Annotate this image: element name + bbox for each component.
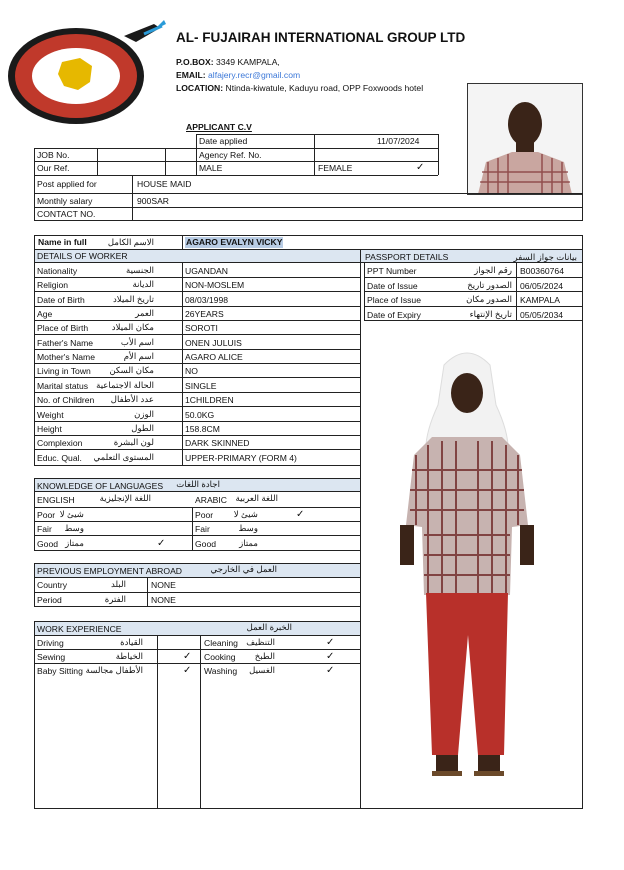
detail-label: Mother's Name bbox=[37, 352, 95, 363]
passport-label-ar: الصدور تاريخ bbox=[467, 279, 512, 290]
employment-label-ar: الفترة bbox=[104, 593, 126, 604]
detail-label: Marital status bbox=[37, 380, 89, 391]
detail-label: Height bbox=[37, 423, 62, 434]
detail-label: Weight bbox=[37, 409, 64, 420]
passport-header-ar: بيانات جواز السفر bbox=[513, 252, 577, 262]
agency-ref-label: Agency Ref. No. bbox=[199, 150, 262, 160]
experience-left-label-ar: الخياطة bbox=[115, 651, 143, 662]
email-label: EMAIL: bbox=[176, 70, 206, 80]
experience-header: WORK EXPERIENCE bbox=[37, 624, 122, 634]
date-applied-label: Date applied bbox=[199, 136, 248, 146]
company-name: AL- FUJAIRAH INTERNATIONAL GROUP LTD bbox=[176, 30, 466, 45]
detail-label: No. of Children bbox=[37, 395, 95, 406]
experience-left-check[interactable]: ✓ bbox=[183, 651, 192, 663]
location-label: LOCATION: bbox=[176, 83, 224, 93]
detail-value[interactable]: SOROTI bbox=[185, 323, 218, 334]
english-level-label: Poor bbox=[37, 510, 56, 520]
detail-label-ar: الطول bbox=[131, 422, 154, 433]
detail-label: Age bbox=[37, 309, 53, 320]
experience-right-label: Cleaning bbox=[204, 638, 238, 648]
english-level-label-ar: شيئ لا bbox=[59, 509, 84, 519]
details-header: DETAILS OF WORKER bbox=[37, 251, 128, 261]
experience-left-label-ar: الأطفال مجالسة bbox=[85, 665, 143, 676]
english-level-label: Good bbox=[37, 538, 59, 549]
english-level-label-ar: وسط bbox=[64, 523, 84, 534]
detail-value[interactable]: 50.0KG bbox=[185, 409, 215, 420]
experience-right-check[interactable]: ✓ bbox=[326, 637, 335, 648]
detail-label: Living in Town bbox=[37, 366, 91, 377]
detail-value[interactable]: SINGLE bbox=[185, 380, 217, 391]
experience-right-label-ar: الغسيل bbox=[249, 665, 275, 676]
experience-left-label: Driving bbox=[37, 638, 64, 648]
english-label-ar: اللغة الإنجليزية bbox=[99, 493, 151, 503]
experience-right-check[interactable]: ✓ bbox=[326, 651, 335, 663]
detail-label-ar: اسم الأب bbox=[120, 336, 154, 347]
detail-label-ar: الحالة الاجتماعية bbox=[96, 379, 154, 390]
arabic-level-label: Poor bbox=[195, 510, 214, 520]
passport-value[interactable]: 06/05/2024 bbox=[520, 280, 564, 291]
detail-value[interactable]: DARK SKINNED bbox=[185, 438, 250, 449]
pobox-value: 3349 KAMPALA, bbox=[215, 57, 280, 67]
passport-label: PPT Number bbox=[367, 266, 417, 276]
passport-value[interactable]: KAMPALA bbox=[520, 295, 560, 305]
location-value: Ntinda-kiwatule, Kaduyu road, OPP Foxwoods hotel bbox=[225, 83, 424, 93]
date-applied-value[interactable]: 11/07/2024 bbox=[377, 136, 420, 146]
detail-label-ar: الوزن bbox=[134, 408, 154, 419]
detail-value[interactable]: ONEN JULUIS bbox=[185, 337, 242, 348]
name-label-ar: الاسم الكامل bbox=[107, 237, 154, 247]
full-name-value[interactable]: AGARO EVALYN VICKY bbox=[186, 237, 283, 247]
arabic-label: ARABIC bbox=[195, 495, 227, 505]
detail-label: Nationality bbox=[37, 266, 78, 276]
post-value[interactable]: HOUSE MAID bbox=[137, 179, 192, 189]
english-label: ENGLISH bbox=[37, 495, 75, 505]
arabic-level-label-ar: ممتاز bbox=[239, 537, 258, 548]
detail-label-ar: لون البشرة bbox=[113, 437, 154, 448]
detail-label-ar: اسم الأم bbox=[123, 351, 154, 362]
passport-label: Date of Issue bbox=[367, 280, 418, 291]
male-label: MALE bbox=[199, 163, 223, 173]
passport-value[interactable]: 05/05/2034 bbox=[520, 309, 564, 320]
female-label: FEMALE bbox=[318, 163, 353, 173]
detail-label-ar: الجنسية bbox=[125, 265, 154, 275]
experience-right-label-ar: الطبخ bbox=[254, 651, 275, 662]
passport-label-ar: تاريخ الإنتهاء bbox=[469, 308, 512, 319]
company-logo bbox=[4, 16, 172, 126]
detail-value[interactable]: NO bbox=[185, 366, 198, 377]
email-link[interactable]: alfajery.recr@gmail.com bbox=[208, 70, 301, 80]
employment-label-ar: البلد bbox=[111, 579, 126, 589]
salary-value[interactable]: 900SAR bbox=[137, 196, 170, 206]
experience-left-label: Baby Sitting bbox=[37, 666, 83, 677]
experience-right-check[interactable]: ✓ bbox=[326, 665, 335, 677]
passport-label-ar: الصدور مكان bbox=[466, 294, 512, 304]
arabic-level-label: Fair bbox=[195, 524, 210, 535]
detail-label-ar: العمر bbox=[135, 308, 154, 319]
experience-left-check[interactable]: ✓ bbox=[183, 665, 192, 677]
job-no-label: JOB No. bbox=[37, 150, 70, 160]
experience-header-ar: الخبرة العمل bbox=[246, 622, 292, 632]
contact-label: CONTACT NO. bbox=[37, 209, 96, 219]
experience-left-label-ar: القيادة bbox=[120, 637, 143, 647]
passport-header: PASSPORT DETAILS bbox=[365, 252, 449, 262]
detail-value[interactable]: 1CHILDREN bbox=[185, 395, 234, 406]
english-level-check[interactable]: ✓ bbox=[157, 537, 166, 549]
experience-right-label-ar: التنظيف bbox=[246, 637, 275, 647]
detail-label-ar: مكان الميلاد bbox=[111, 322, 154, 333]
detail-label-ar: عدد الأطفال bbox=[110, 394, 154, 405]
passport-label: Date of Expiry bbox=[367, 309, 421, 320]
detail-label: Complexion bbox=[37, 438, 83, 449]
post-label: Post applied for bbox=[37, 179, 97, 189]
detail-value[interactable]: NON-MOSLEM bbox=[185, 280, 245, 291]
languages-header: KNOWLEDGE OF LANGUAGES bbox=[37, 481, 164, 491]
detail-value[interactable]: UGANDAN bbox=[185, 266, 228, 276]
experience-right-label: Cooking bbox=[204, 652, 236, 663]
employment-label: Country bbox=[37, 580, 68, 590]
detail-value[interactable]: AGARO ALICE bbox=[185, 352, 243, 363]
detail-label: Religion bbox=[37, 280, 69, 291]
arabic-level-check[interactable]: ✓ bbox=[296, 509, 305, 520]
languages-header-ar: اجادة اللغات bbox=[176, 479, 220, 489]
experience-left-label: Sewing bbox=[37, 652, 66, 663]
detail-label: Date of Birth bbox=[37, 294, 85, 305]
detail-value[interactable]: UPPER-PRIMARY (FORM 4) bbox=[185, 452, 297, 463]
company-email bbox=[176, 70, 300, 81]
company-pobox bbox=[176, 57, 280, 68]
employment-value[interactable]: NONE bbox=[151, 580, 176, 590]
salary-label: Monthly salary bbox=[37, 196, 93, 206]
passport-value[interactable]: B00360764 bbox=[520, 266, 564, 276]
employment-value[interactable]: NONE bbox=[151, 594, 176, 605]
arabic-level-label-ar: وسط bbox=[238, 523, 258, 534]
passport-label-ar: رقم الجواز bbox=[474, 265, 512, 275]
english-level-label: Fair bbox=[37, 524, 52, 535]
passport-label: Place of Issue bbox=[367, 295, 421, 305]
detail-label-ar: مكان السكن bbox=[109, 365, 154, 376]
detail-label-ar: المستوى التعلمي bbox=[93, 451, 154, 462]
company-location bbox=[176, 83, 423, 94]
arabic-level-label-ar: شيئ لا bbox=[233, 509, 258, 519]
english-level-label-ar: ممتاز bbox=[65, 537, 84, 548]
detail-value[interactable]: 26YEARS bbox=[185, 309, 224, 320]
detail-value[interactable]: 08/03/1998 bbox=[185, 294, 229, 305]
employment-header: PREVIOUS EMPLOYMENT ABROAD bbox=[37, 566, 183, 576]
gender-check-mark[interactable]: ✓ bbox=[416, 162, 425, 173]
detail-value[interactable]: 158.8CM bbox=[185, 423, 220, 434]
our-ref-label: Our Ref. bbox=[37, 163, 70, 173]
detail-label: Educ. Qual. bbox=[37, 452, 82, 463]
passport-photo bbox=[467, 83, 583, 195]
cv-title: APPLICANT C.V bbox=[186, 122, 252, 132]
detail-label: Father's Name bbox=[37, 337, 94, 348]
pobox-label: P.O.BOX: bbox=[176, 57, 214, 67]
experience-right-label: Washing bbox=[204, 666, 238, 677]
employment-label: Period bbox=[37, 594, 62, 605]
employment-header-ar: العمل في الخارجي bbox=[210, 564, 277, 574]
arabic-level-label: Good bbox=[195, 538, 217, 549]
detail-label-ar: الديانة bbox=[132, 279, 154, 290]
name-label: Name in full bbox=[38, 237, 87, 247]
detail-label-ar: تاريخ الميلاد bbox=[112, 293, 154, 304]
full-body-photo bbox=[392, 345, 542, 785]
arabic-label-ar: اللغة العربية bbox=[235, 493, 278, 503]
detail-label: Place of Birth bbox=[37, 323, 89, 334]
